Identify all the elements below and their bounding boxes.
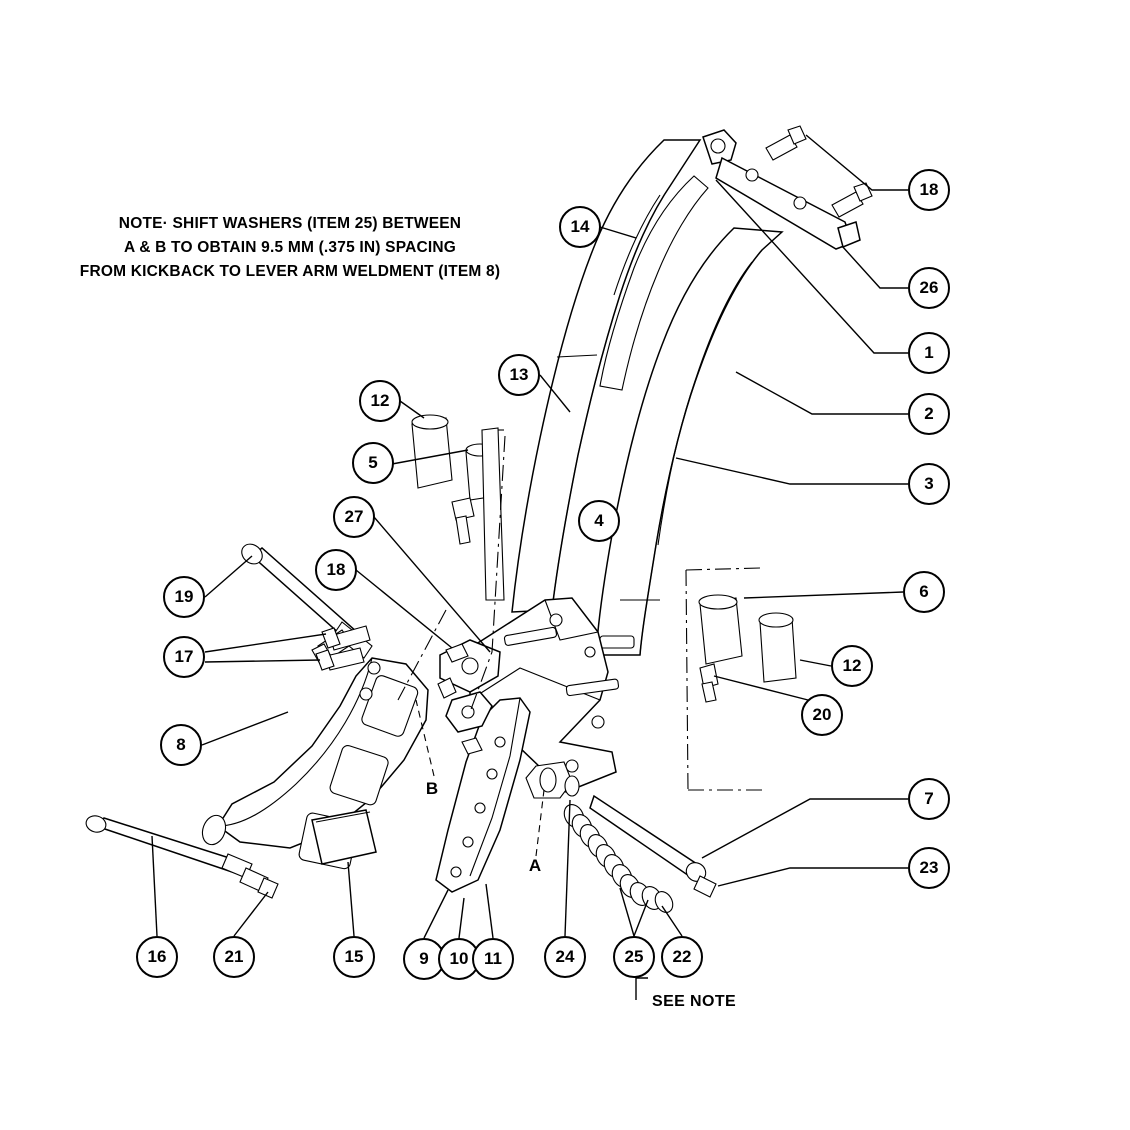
callout-26[interactable]: 26 xyxy=(908,267,950,309)
see-note-label: SEE NOTE xyxy=(652,993,737,1010)
callout-27[interactable]: 27 xyxy=(333,496,375,538)
callout-18[interactable]: 18 xyxy=(908,169,950,211)
callout-20[interactable]: 20 xyxy=(801,694,843,736)
callout-9[interactable]: 9 xyxy=(403,938,445,980)
foot-pad xyxy=(312,810,376,864)
callout-2[interactable]: 2 xyxy=(908,393,950,435)
callout-3[interactable]: 3 xyxy=(908,463,950,505)
callout-21[interactable]: 21 xyxy=(213,936,255,978)
callout-25[interactable]: 25 xyxy=(613,936,655,978)
note-line-2: A & B TO OBTAIN 9.5 MM (.375 IN) SPACING xyxy=(123,239,457,257)
bushing-right-pair xyxy=(699,595,796,702)
callout-12[interactable]: 12 xyxy=(831,645,873,687)
callout-10[interactable]: 10 xyxy=(438,938,480,980)
callout-13[interactable]: 13 xyxy=(498,354,540,396)
callout-17[interactable]: 17 xyxy=(163,636,205,678)
callout-6[interactable]: 6 xyxy=(903,571,945,613)
note-line-1: NOTE· SHIFT WASHERS (ITEM 25) BETWEEN xyxy=(118,215,462,232)
callout-19[interactable]: 19 xyxy=(163,576,205,618)
assembly-note xyxy=(55,212,525,284)
callout-15[interactable]: 15 xyxy=(333,936,375,978)
callout-12[interactable]: 12 xyxy=(359,380,401,422)
lever-arm-weldment xyxy=(199,658,428,870)
callout-22[interactable]: 22 xyxy=(661,936,703,978)
top-linkage-bracket xyxy=(703,126,872,249)
bushing-left-pair xyxy=(412,415,504,600)
note-line-3: FROM KICKBACK TO LEVER ARM WELDMENT (ITEM 8) xyxy=(79,263,501,281)
bolt-top-1 xyxy=(766,126,806,160)
callout-18[interactable]: 18 xyxy=(315,549,357,591)
callout-1[interactable]: 1 xyxy=(908,332,950,374)
callout-5[interactable]: 5 xyxy=(352,442,394,484)
boom-tube-right xyxy=(596,228,782,655)
marker-b: B xyxy=(425,779,439,798)
callout-14[interactable]: 14 xyxy=(559,206,601,248)
marker-a: A xyxy=(528,856,542,875)
callout-7[interactable]: 7 xyxy=(908,778,950,820)
bolt-top-2 xyxy=(832,183,872,217)
callout-23[interactable]: 23 xyxy=(908,847,950,889)
callout-8[interactable]: 8 xyxy=(160,724,202,766)
callout-24[interactable]: 24 xyxy=(544,936,586,978)
callout-4[interactable]: 4 xyxy=(578,500,620,542)
callout-11[interactable]: 11 xyxy=(472,938,514,980)
callout-16[interactable]: 16 xyxy=(136,936,178,978)
